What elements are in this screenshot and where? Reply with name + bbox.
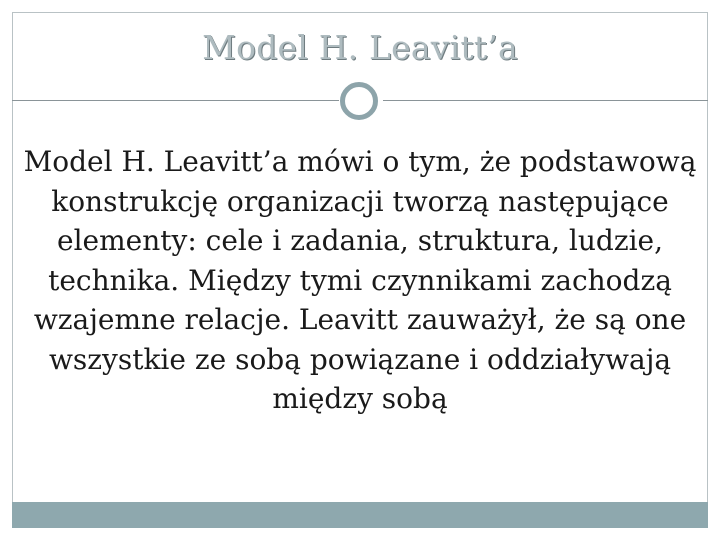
slide-title: Model H. Leavitt’a [202,28,518,67]
footer-bar [12,502,708,528]
title-divider-right [383,100,708,101]
circle-ornament-icon [340,82,378,120]
title-divider-left [12,100,339,101]
slide-body-text: Model H. Leavitt’a mówi o tym, że podstawową konstrukcję organizacji tworzą następujące elementy: cele i zadania, struktura, ludzie, technika. Między tymi czynnikami zachodzą wzajemne relacje. Leavitt zauważył, że są one wszystkie ze sobą powiązane i oddziaływają między sobą [23,145,697,415]
